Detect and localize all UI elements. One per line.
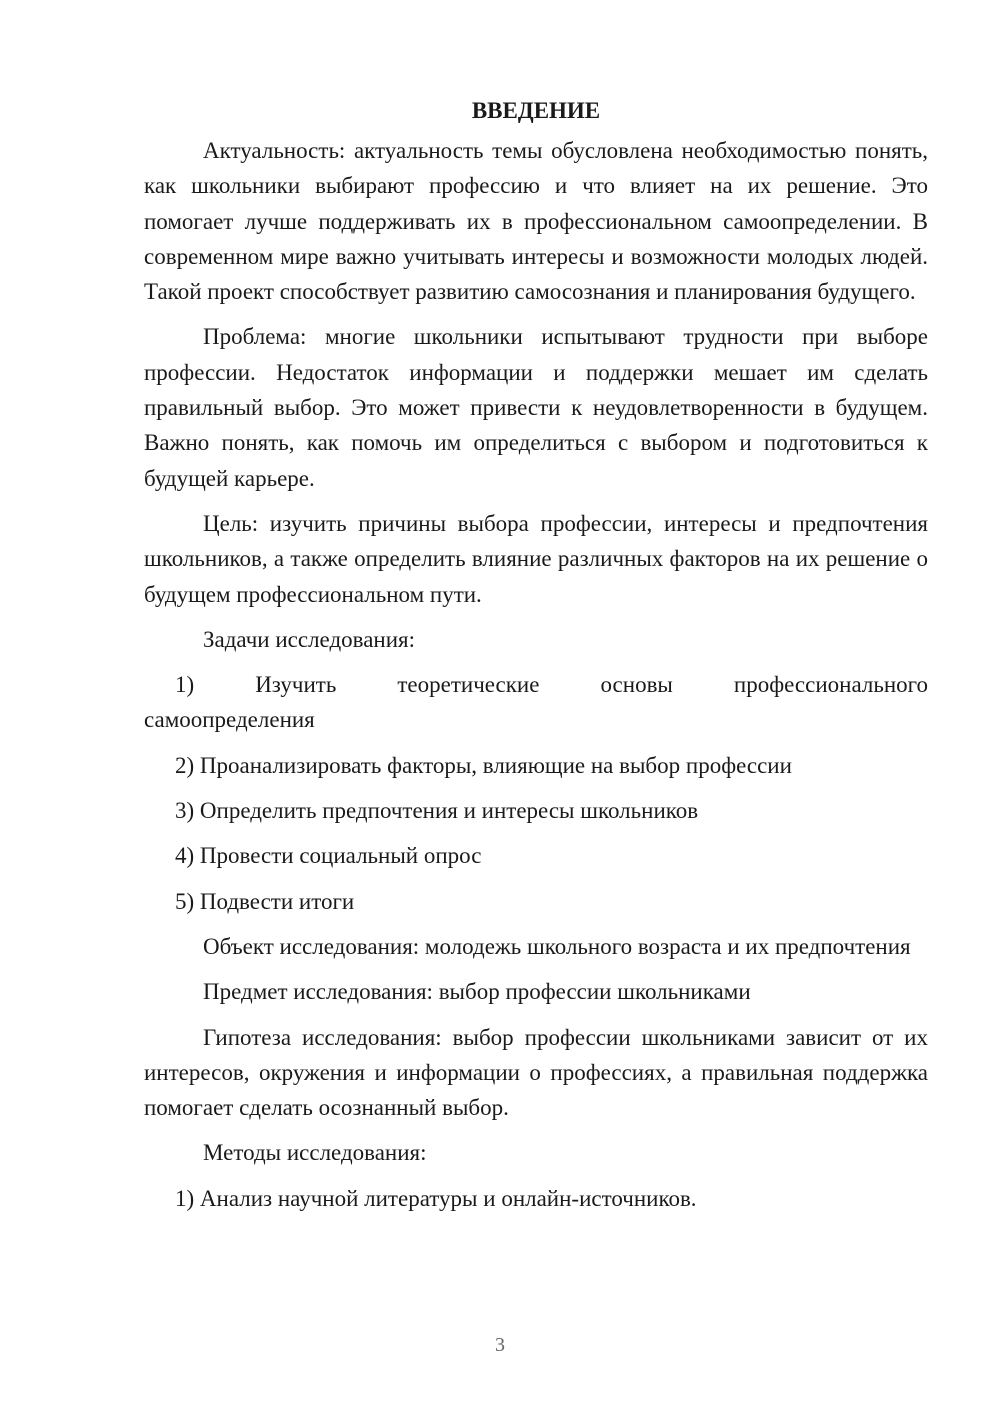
task-item-5: 5) Подвести итоги [175, 888, 355, 914]
task-item-4: 4) Провести социальный опрос [175, 843, 482, 869]
subject-paragraph: Предмет исследования: выбор профессии школьниками [203, 979, 751, 1005]
page-body [144, 93, 928, 1226]
page-number: 3 [495, 1334, 505, 1356]
task-item-2: 2) Проанализировать факторы, влияющие на выбор профессии [175, 752, 792, 778]
tasks-title: Задачи исследования: [203, 626, 416, 652]
methods-title: Методы исследования: [203, 1140, 427, 1166]
page-title: ВВЕДЕНИЕ [471, 98, 601, 123]
goal-paragraph: Цель: изучить причины выбора профессии, интересы и предпочтения школьников, а также определить влияние различных факторов на их решение о будущем профессиональном пути. [144, 510, 928, 607]
problem-paragraph: Проблема: многие школьники испытывают трудности при выборе профессии. Недостаток информации и поддержки мешает им сделать правильный выбор. Это может привести к неудовлетворенности в будущем. Важно понять, как помочь им определиться с выбором и подготовиться к будущей карьере. [144, 324, 928, 491]
object-paragraph: Объект исследования: молодежь школьного возраста и их предпочтения [203, 933, 911, 959]
relevance-paragraph: Актуальность: актуальность темы обусловлена необходимостью понять, как школьники выбирают профессию и что влияет на их решение. Это помогает лучше поддерживать их в профессиональном самоопределении. В современном мире важно учитывать интересы и возможности молодых людей. Такой проект способствует развитию самосознания и планирования будущего. [144, 138, 928, 305]
task-item-1: 1) Изучить теоретические основы профессионального [175, 672, 928, 698]
task-item-3: 3) Определить предпочтения и интересы школьников [175, 798, 699, 824]
task-item-1-continuation: самоопределения [144, 707, 315, 733]
hypothesis-paragraph: Гипотеза исследования: выбор профессии школьниками зависит от их интересов, окружения и информации о профессиях, а правильная поддержка помогает сделать осознанный выбор. [144, 1024, 928, 1121]
method-item-1: 1) Анализ научной литературы и онлайн-источников. [175, 1185, 697, 1211]
